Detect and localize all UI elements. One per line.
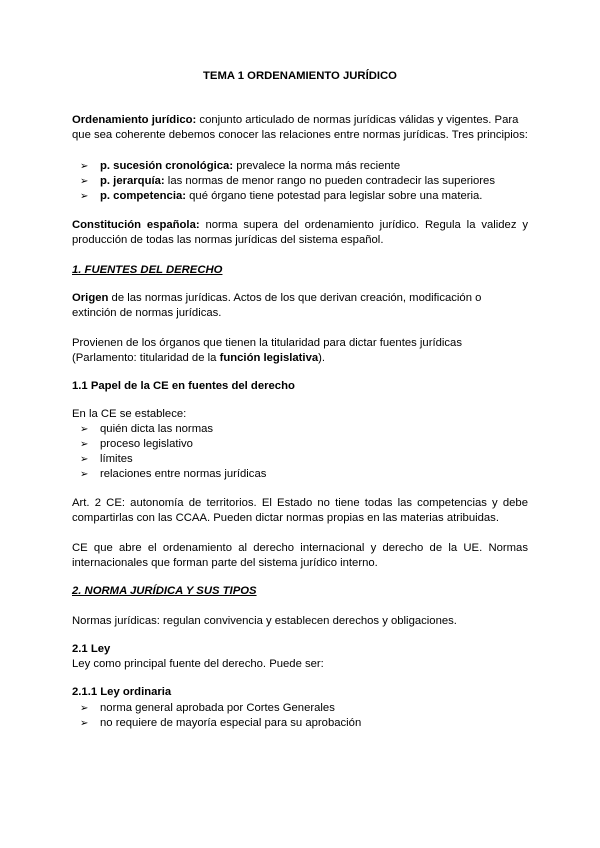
list-item xyxy=(80,452,266,467)
provienen-end: ). xyxy=(318,352,326,364)
intro-term: Ordenamiento jurídico: xyxy=(72,114,197,126)
ce-abre-paragraph: CE que abre el ordenamiento al derecho internacional y derecho de la UE. Normas internacionales que forman parte del sistema jurídico interno. xyxy=(72,542,528,569)
list-item xyxy=(80,437,266,452)
arrowhead-bullet-icon: ➢ xyxy=(80,454,89,465)
provienen-text: Provienen de los órganos que tienen la titularidad para dictar fuentes jurídicas (Parlamento: titularidad de la xyxy=(72,337,462,364)
section2-intro: Normas jurídicas: regulan convivencia y establecen derechos y obligaciones. xyxy=(72,615,457,627)
arrowhead-bullet-icon: ➢ xyxy=(80,439,89,450)
arrowhead-bullet-icon: ➢ xyxy=(80,703,89,714)
ce-list xyxy=(80,422,266,482)
principles-list xyxy=(80,159,495,204)
provienen-bold: función legislativa xyxy=(219,352,319,364)
provienen-paragraph xyxy=(72,336,528,366)
intro-text: conjunto articulado de normas jurídicas válidas y vigentes. Para que sea coherente debemos conocer las relaciones entre normas jurídicas. Tres principios: xyxy=(72,114,528,141)
origen-text: de las normas jurídicas. Actos de los que derivan creación, modificación o extinción de normas jurídicas. xyxy=(72,292,482,319)
intro-paragraph xyxy=(72,113,528,143)
sub1-intro: En la CE se establece: xyxy=(72,408,187,420)
art2-paragraph: Art. 2 CE: autonomía de territorios. El Estado no tiene todas las competencias y debe compartirlas con las CCAA. Pueden dictar normas propias en las materias atribuidas. xyxy=(72,497,528,524)
arrowhead-bullet-icon: ➢ xyxy=(80,176,89,187)
subsection-2-1-heading: 2.1 Ley xyxy=(72,643,111,655)
ley-paragraph: Ley como principal fuente del derecho. Puede ser: xyxy=(72,658,324,670)
section-2-heading: 2. NORMA JURÍDICA Y SUS TIPOS xyxy=(72,585,257,597)
list-item xyxy=(80,701,361,716)
list-item-text: relaciones entre normas jurídicas xyxy=(100,468,267,480)
origen-term: Origen xyxy=(72,292,109,304)
list-item xyxy=(80,467,266,482)
arrowhead-bullet-icon: ➢ xyxy=(80,718,89,729)
list-item-text: no requiere de mayoría especial para su aprobación xyxy=(100,717,362,729)
section-1-heading: 1. FUENTES DEL DERECHO xyxy=(72,264,223,276)
constitucion-text: norma supera del ordenamiento jurídico. Regula la validez y producción de todas las normas jurídicas del sistema español. xyxy=(72,219,528,246)
arrowhead-bullet-icon: ➢ xyxy=(80,161,89,172)
arrowhead-bullet-icon: ➢ xyxy=(80,424,89,435)
document-title: TEMA 1 ORDENAMIENTO JURÍDICO xyxy=(203,70,397,82)
list-item-text: límites xyxy=(100,453,133,465)
principle-text: las normas de menor rango no pueden contradecir las superiores xyxy=(164,175,495,187)
list-item xyxy=(80,422,266,437)
subsection-1-1-heading: 1.1 Papel de la CE en fuentes del derecho xyxy=(72,380,295,392)
subsection-2-1-1-heading: 2.1.1 Ley ordinaria xyxy=(72,686,172,698)
list-item-text: proceso legislativo xyxy=(100,438,193,450)
list-item-text: norma general aprobada por Cortes Generales xyxy=(100,702,335,714)
principle-term: p. jerarquía: xyxy=(100,175,165,187)
list-item xyxy=(80,716,361,731)
principle-text: prevalece la norma más reciente xyxy=(233,160,401,172)
list-item-text: quién dicta las normas xyxy=(100,423,214,435)
constitucion-term: Constitución española: xyxy=(72,219,200,231)
list-item xyxy=(80,159,495,174)
list-item xyxy=(80,189,495,204)
list-item xyxy=(80,174,495,189)
constitucion-paragraph xyxy=(72,218,528,248)
arrowhead-bullet-icon: ➢ xyxy=(80,469,89,480)
principle-term: p. sucesión cronológica: xyxy=(100,160,234,172)
origen-paragraph xyxy=(72,291,528,321)
ley-ordinaria-list xyxy=(80,701,361,731)
arrowhead-bullet-icon: ➢ xyxy=(80,191,89,202)
principle-term: p. competencia: xyxy=(100,190,187,202)
principle-text: qué órgano tiene potestad para legislar sobre una materia. xyxy=(186,190,483,202)
